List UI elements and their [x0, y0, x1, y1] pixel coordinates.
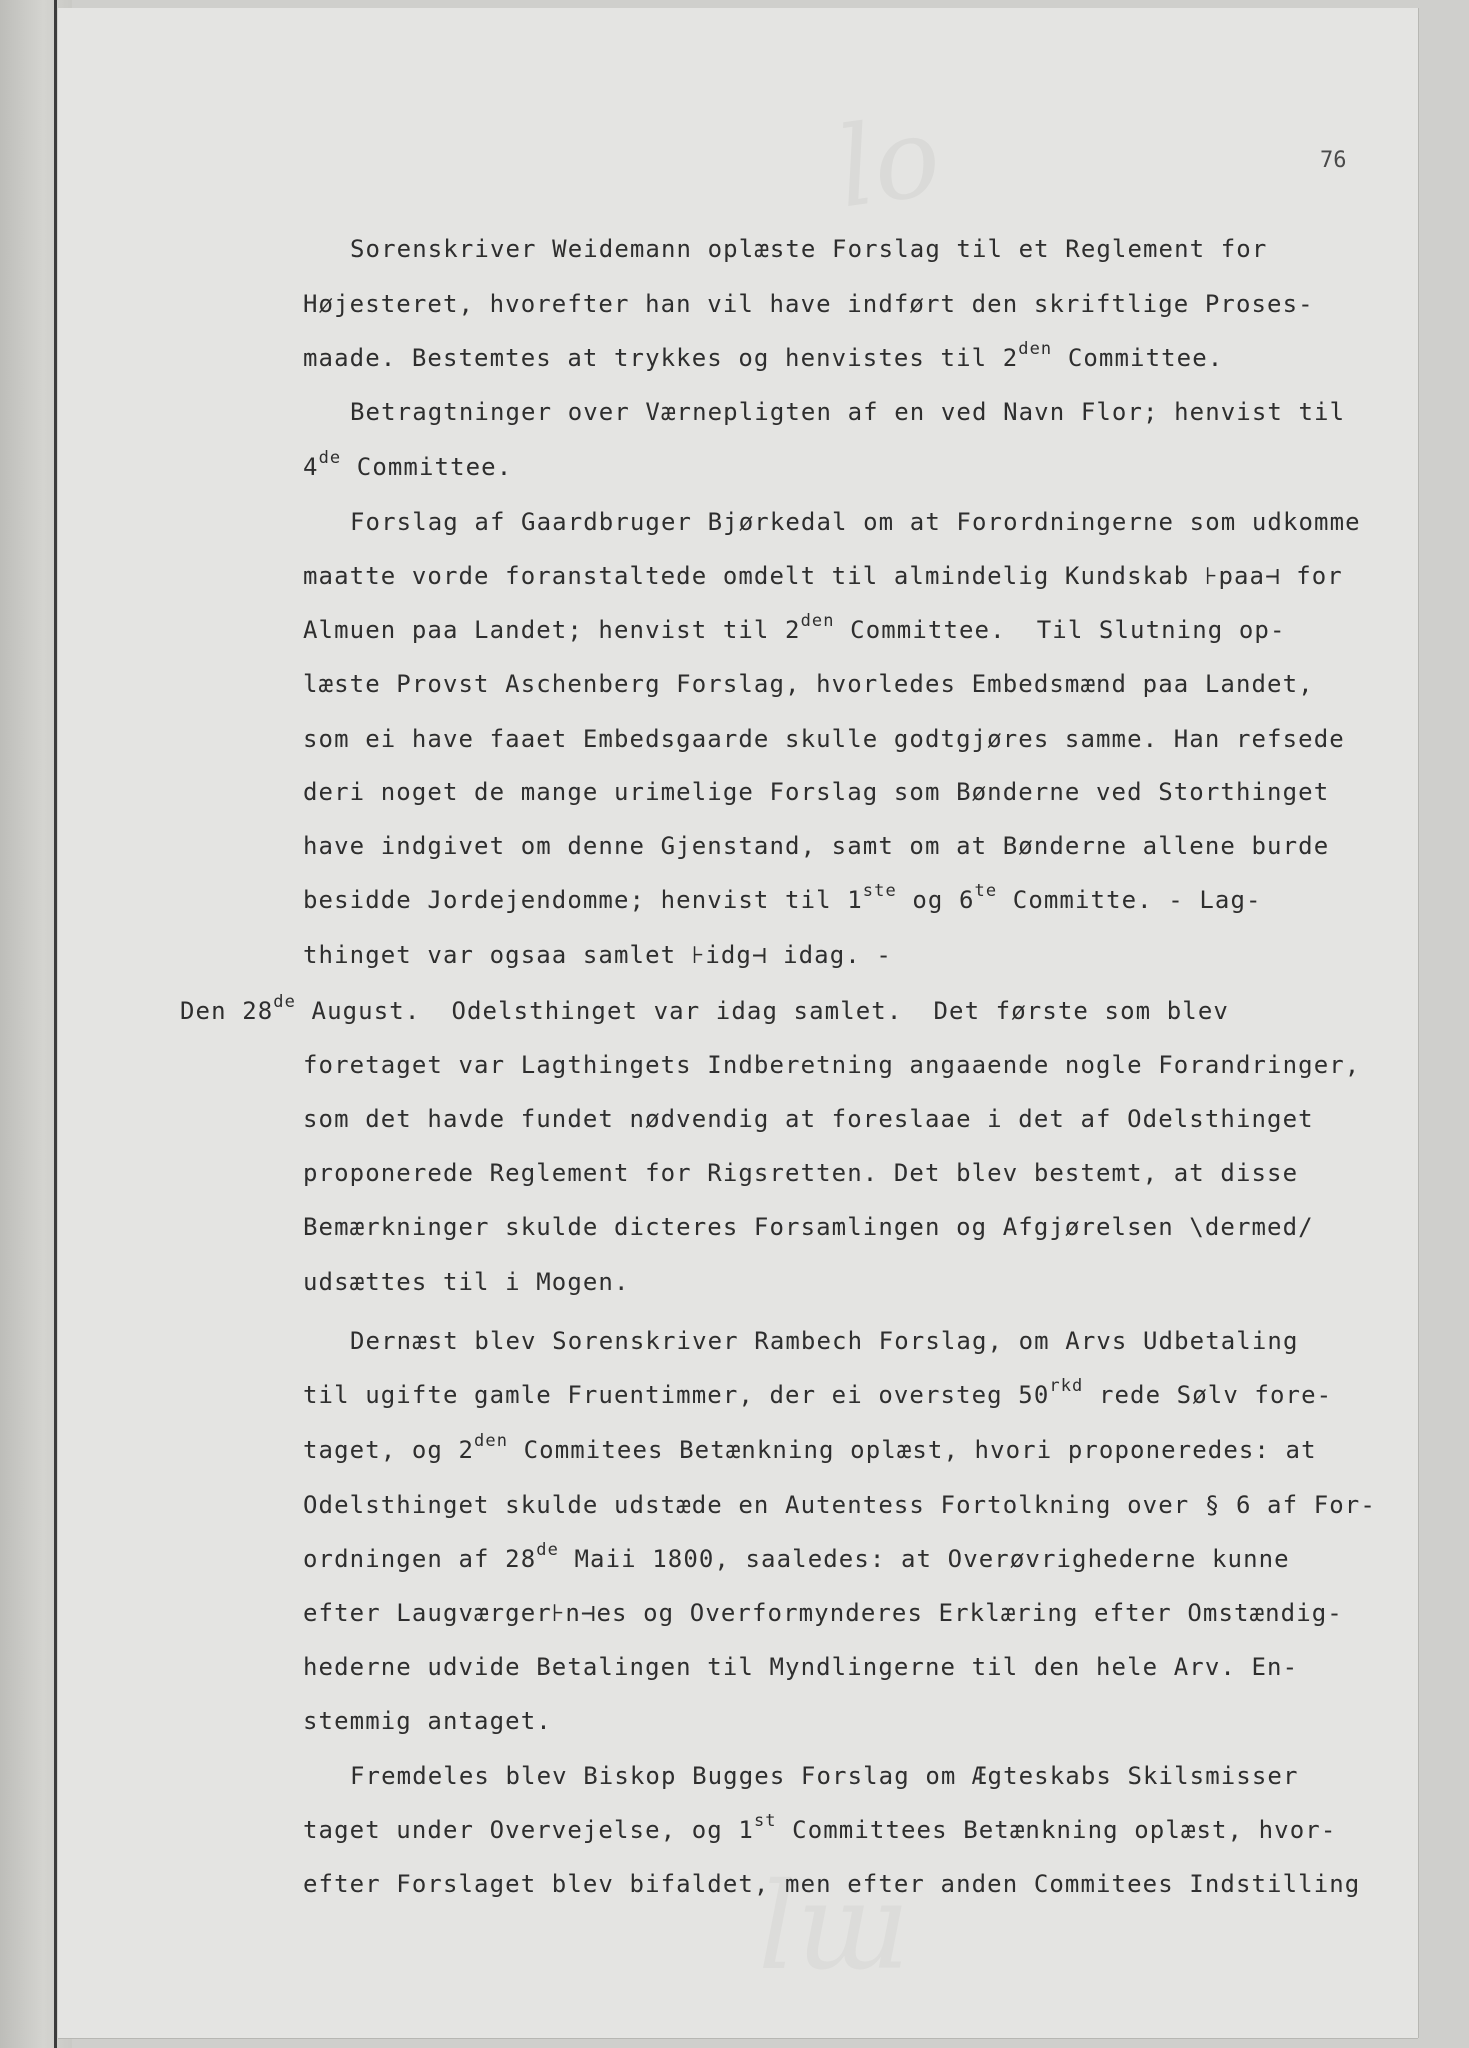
- text-line: hederne udvide Betalingen til Myndlingerne til den hele Arv. En-: [303, 1653, 1299, 1681]
- text-line: Den 28de August. Odelsthinget var idag samlet. Det første som blev: [180, 992, 1229, 1025]
- text-line: Sorenskriver Weidemann oplæste Forslag til et Reglement for: [350, 235, 1268, 263]
- text-line: besidde Jordejendomme; henvist til 1ste og $6^{te}$ Committe. - Lag-: [303, 881, 1262, 914]
- text-line: efter Forslaget blev bifaldet, men efter anden Commitees Indstilling: [303, 1870, 1361, 1898]
- text-line: Dernæst blev Sorenskriver Rambech Forslag, om Arvs Udbetaling: [350, 1327, 1299, 1355]
- text-line: stemmig antaget.: [303, 1707, 552, 1735]
- text-line: til ugifte gamle Fruentimmer, der ei oversteg $50^{rkd}$ rede Sølv fore-: [303, 1376, 1333, 1409]
- text-line: ordningen af 28de Maii 1800, saaledes: at Overøvrighederne kunne: [303, 1540, 1290, 1573]
- text-line: efter Laugværger⊦n⊣es og Overformynderes Erklæring efter Omstændig-: [303, 1599, 1343, 1627]
- text-line: Almuen paa Landet; henvist til $2^{den}$ Committee. Til Slutning op-: [303, 611, 1286, 644]
- bleed-through-mark: lo: [829, 91, 948, 233]
- text-line: som det havde fundet nødvendig at foreslaae i det af Odelsthinget: [303, 1105, 1314, 1133]
- text-line: maade. Bestemtes at trykkes og henvistes til $2^{den}$ Committee.: [303, 339, 1224, 372]
- text-line: deri noget de mange urimelige Forslag som Bønderne ved Storthinget: [303, 778, 1330, 806]
- text-line: have indgivet om denne Gjenstand, samt om at Bønderne allene burde: [303, 832, 1330, 860]
- page-number: 76: [1320, 148, 1347, 173]
- text-line: Forslag af Gaardbruger Bjørkedal om at Forordningerne som udkomme: [350, 508, 1361, 536]
- text-line: 4de Committee.: [303, 448, 513, 481]
- text-line: taget under Overvejelse, og 1st Committees Betænkning oplæst, hvor-: [303, 1811, 1337, 1844]
- text-line: udsættes til i Mogen.: [303, 1268, 630, 1296]
- text-line: Bemærkninger skulde dicteres Forsamlingen og Afgjørelsen \dermed/: [303, 1213, 1314, 1241]
- text-line: Odelsthinget skulde udstæde en Autentess Fortolkning over § 6 af For-: [303, 1491, 1376, 1519]
- text-line: foretaget var Lagthingets Indberetning angaaende nogle Forandringer,: [303, 1051, 1361, 1079]
- text-line: thinget var ogsaa samlet ⊦idg⊣ idag. -: [303, 941, 892, 969]
- text-line: læste Provst Aschenberg Forslag, hvorledes Embedsmænd paa Landet,: [303, 670, 1314, 698]
- text-line: som ei have faaet Embedsgaarde skulle godtgjøres samme. Han refsede: [303, 725, 1345, 753]
- text-line: Betragtninger over Værnepligten af en ved Navn Flor; henvist til: [350, 398, 1346, 426]
- text-line: taget, og $2^{den}$ Commitees Betænkning oplæst, hvori proponeredes: at: [303, 1431, 1317, 1464]
- binding-edge: [54, 0, 57, 2048]
- bleed-through-mark: lɯ: [758, 1858, 911, 1997]
- text-line: Højesteret, hvorefter han vil have indført den skriftlige Proses-: [303, 290, 1314, 318]
- text-line: maatte vorde foranstaltede omdelt til almindelig Kundskab ⊦paa⊣ for: [303, 562, 1343, 590]
- text-line: Fremdeles blev Biskop Bugges Forslag om Ægteskabs Skilsmisser: [350, 1762, 1299, 1790]
- document-page: [58, 8, 1418, 2038]
- text-line: proponerede Reglement for Rigsretten. Det blev bestemt, at disse: [303, 1159, 1299, 1187]
